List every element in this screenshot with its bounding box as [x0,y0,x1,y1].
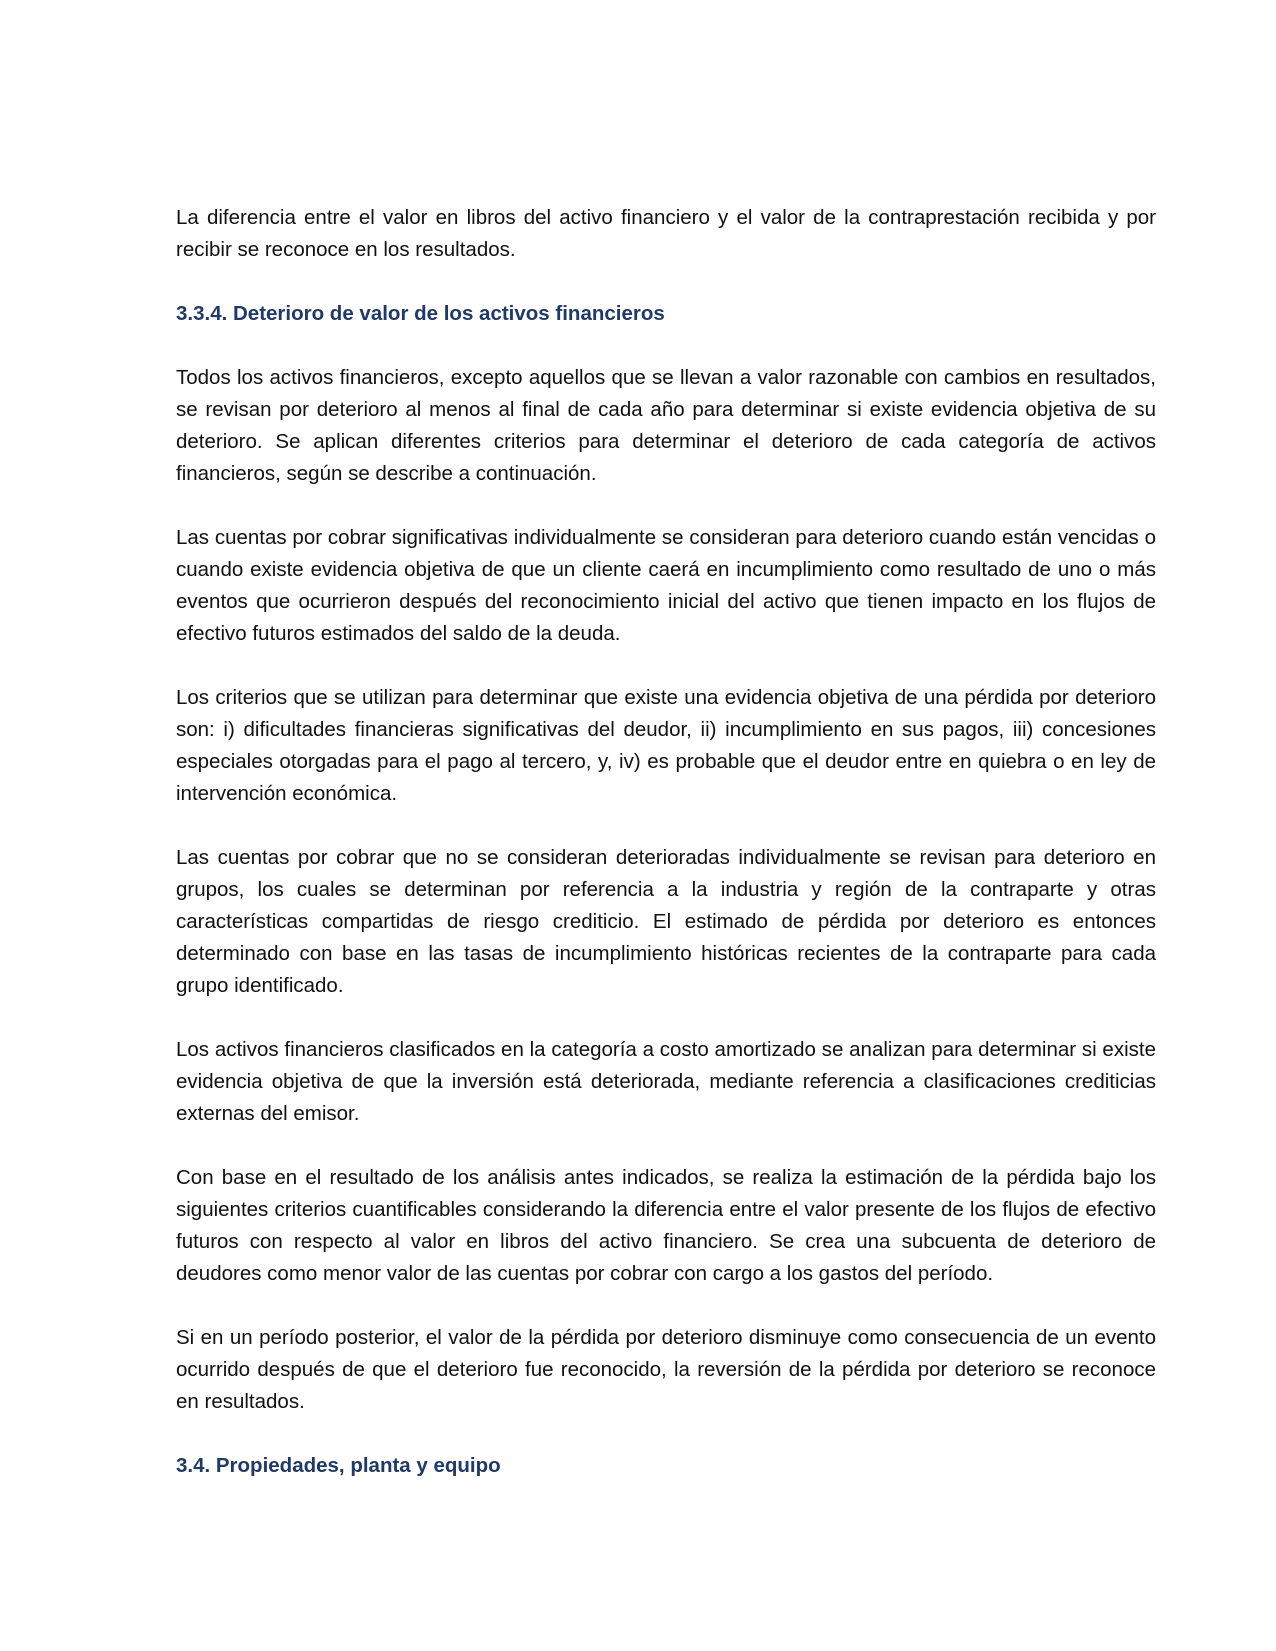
paragraph-individual-receivables: Las cuentas por cobrar significativas individualmente se consideran para deterioro cuando están vencidas o cuando existe evidencia objetiva de que un cliente caerá en incumplimiento como resultado de uno o más eventos que ocurrieron después del reconocimiento inicial del activo que tienen impacto en los flujos de efectivo futuros estimados del saldo de la deuda. [176,526,1156,645]
paragraph-group-review: Las cuentas por cobrar que no se consideran deterioradas individualmente se revisan para deterioro en grupos, los cuales se determinan por referencia a la industria y región de la contraparte y otras características compartidas de riesgo crediticio. El estimado de pérdida por deterioro es entonces determinado con base en las tasas de incumplimiento históricas recientes de la contraparte para cada grupo identificado. [176,846,1156,997]
paragraph-reversal: Si en un período posterior, el valor de la pérdida por deterioro disminuye como consecuencia de un evento ocurrido después de que el deterioro fue reconocido, la reversión de la pérdida por deterioro se reconoce en resultados. [176,1326,1156,1413]
paragraph-impairment-review: Todos los activos financieros, excepto aquellos que se llevan a valor razonable con cambios en resultados, se revisan por deterioro al menos al final de cada año para determinar si existe evidencia objetiva de su deterioro. Se aplican diferentes criterios para determinar el deterioro de cada categoría de activos financieros, según se describe a continuación. [176,366,1156,485]
section-heading-property-plant-equipment: 3.4. Propiedades, planta y equipo [176,1454,501,1477]
paragraph-amortized-cost: Los activos financieros clasificados en la categoría a costo amortizado se analizan para determinar si existe evidencia objetiva de que la inversión está deteriorada, mediante referencia a clasificaciones crediticias externas del emisor. [176,1038,1156,1125]
document-page [176,202,1156,1514]
paragraph-impairment-criteria: Los criterios que se utilizan para determinar que existe una evidencia objetiva de una pérdida por deterioro son: i) dificultades financieras significativas del deudor, ii) incumplimiento en sus pagos, iii) concesiones especiales otorgadas para el pago al tercero, y, iv) es probable que el deudor entre en quiebra o en ley de intervención económica. [176,686,1156,805]
paragraph-loss-estimation: Con base en el resultado de los análisis antes indicados, se realiza la estimación de la pérdida bajo los siguientes criterios cuantificables considerando la diferencia entre el valor presente de los flujos de efectivo futuros con respecto al valor en libros del activo financiero. Se crea una subcuenta de deterioro de deudores como menor valor de las cuentas por cobrar con cargo a los gastos del período. [176,1166,1156,1285]
section-heading-impairment: 3.3.4. Deterioro de valor de los activos financieros [176,302,665,325]
paragraph-derecognition-difference: La diferencia entre el valor en libros del activo financiero y el valor de la contraprestación recibida y por recibir se reconoce en los resultados. [176,206,1156,261]
